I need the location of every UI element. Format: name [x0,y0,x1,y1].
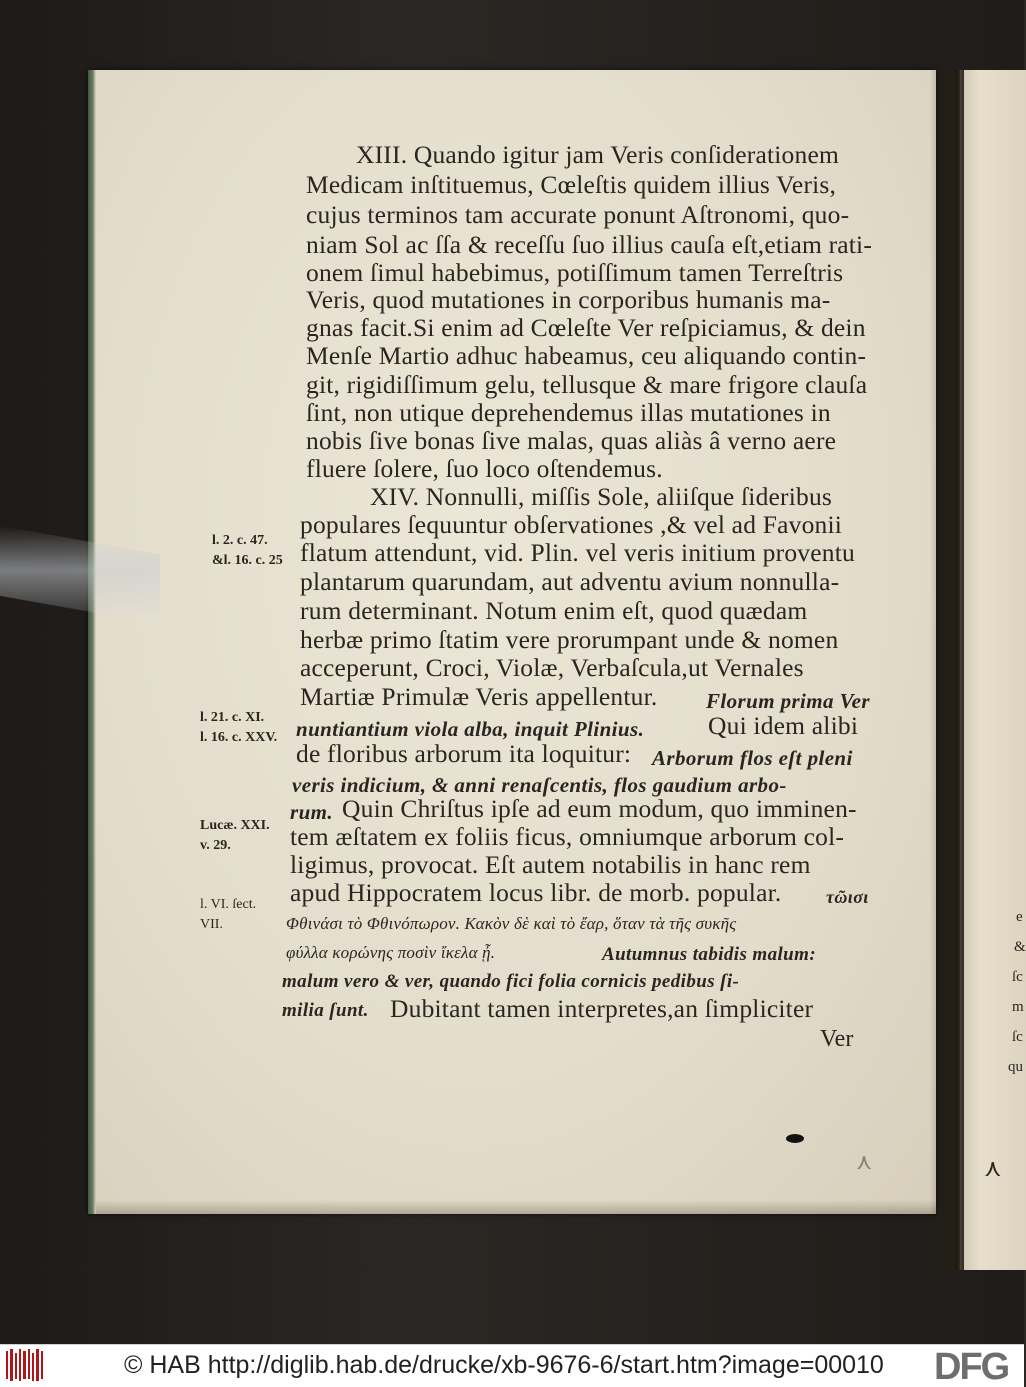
text-line-greek: Φθινάσι τὸ Φθινόπωρον. Κακὸν δὲ καὶ τὸ ἔαρ, ὅταν τὰ τῆς συκῆς [286,914,737,933]
text-line: tem æſtatem ex foliis ficus, omniumque arborum col- [290,822,845,851]
text-line-italic: malum vero & ver, quando fici folia cornicis pedibus ſi- [282,971,740,992]
margin-note: &l. 16. c. 25 [212,553,283,568]
copyright-link[interactable]: © HAB http://diglib.hab.de/drucke/xb-9676-6/start.htm?image=00010 [124,1351,884,1379]
barcode-icon [6,1349,46,1381]
svg-text:DFG: DFG [934,1346,1009,1387]
ink-mark: ⋏ [984,1154,1002,1182]
text-line: fluere ſolere, ſuo loco oſtendemus. [306,454,663,483]
margin-note: l. 16. c. XXV. [200,730,278,745]
catchword: Ver [820,1026,854,1052]
text-line: rum determinant. Notum enim eſt, quod quædam [300,596,808,625]
ink-blot [786,1134,804,1143]
edge-letter: e [1016,909,1023,925]
text-line-italic: nuntiantium viola alba, inquit Plinius. [296,717,645,741]
margin-note: Lucæ. XXI. [200,818,270,833]
dfg-logo [934,1346,1018,1387]
text-line-italic: veris indicium, & anni renaſcentis, flos gaudium arbo- [292,773,787,797]
text-line: cujus terminos tam accurate ponunt Aſtronomi, quo- [306,200,850,229]
text-line: apud Hippocratem locus libr. de morb. popular. [290,878,782,907]
text-line: ſint, non utique deprehendemus illas mutationes in [306,398,831,427]
text-line-italic: Autumnus tabidis malum: [602,944,817,965]
margin-note: v. 29. [200,838,231,853]
text-line: niam Sol ac ſſa & receſſu ſuo illius cauſa eſt,etiam rati- [306,230,873,259]
edge-letter: m [1012,999,1024,1015]
text-line-italic: rum. [290,800,334,824]
text-line: nobis ſive bonas ſive malas, quas aliàs â verno aere [306,426,837,455]
text-line: git, rigidiſſimum gelu, tellusque & mare frigore clauſa [306,370,868,399]
gutter-shadow [930,70,964,1270]
text-line: Quin Chriſtus ipſe ad eum modum, quo imminen- [342,794,857,823]
margin-note: VII. [200,917,223,932]
ink-mark: ⋏ [856,1150,873,1175]
text-line-greek: φύλλα κορώνης ποσὶν ἴκελα ᾖ. [286,943,496,962]
text-line-italic: Arborum flos eſt pleni [652,746,853,770]
text-line: Qui idem alibi [708,711,859,740]
text-line-italic: Florum prima Ver [706,689,870,713]
edge-letter: qu [1008,1059,1023,1075]
margin-note: l. 2. c. 47. [212,533,268,548]
next-page-edge [958,70,1026,1270]
text-line: XIII. Quando igitur jam Veris conſiderationem [356,140,839,169]
page-binding-edge [88,70,96,1214]
text-line-italic: milia ſunt. [282,1000,369,1021]
text-line: onem ſimul habebimus, potiſſimum tamen Terreſtris [306,258,844,287]
text-line: gnas facit.Si enim ad Cœleſte Ver reſpiciamus, & dein [306,313,866,342]
text-line: Menſe Martio adhuc habeamus, ceu aliquando contin- [306,341,867,370]
margin-note: l. VI. ſect. [200,897,257,912]
edge-letter: ſc [1012,1029,1023,1045]
edge-letter: & [1014,939,1026,955]
page-bottom-shade [96,1200,936,1214]
text-line: de floribus arborum ita loquitur: [296,739,632,768]
text-line: Medicam inſtituemus, Cœleſtis quidem illius Veris, [306,170,837,199]
text-line: Veris, quod mutationes in corporibus humanis ma- [306,285,831,314]
edge-letter: ſc [1012,969,1023,985]
text-line: flatum attendunt, vid. Plin. vel veris initium proventu [300,538,855,567]
text-line: populares ſequuntur obſervationes ,& vel ad Favonii [300,510,843,539]
text-line: herbæ primo ſtatim vere prorumpant unde & nomen [300,625,839,654]
text-line: Martiæ Primulæ Veris appellentur. [300,682,658,711]
text-line: XIV. Nonnulli, miſſis Sole, aliiſque ſideribus [370,482,833,511]
text-line: acceperunt, Croci, Violæ, Verbaſcula,ut Vernales [300,653,804,682]
text-line: ligimus, provocat. Eſt autem notabilis in hanc rem [290,850,811,879]
text-line-greek: τῶισι [826,887,869,907]
margin-note: l. 21. c. XI. [200,710,265,725]
text-line: Dubitant tamen interpretes,an ſimpliciter [390,994,814,1023]
text-line: plantarum quarundam, aut adventu avium nonnulla- [300,567,840,596]
